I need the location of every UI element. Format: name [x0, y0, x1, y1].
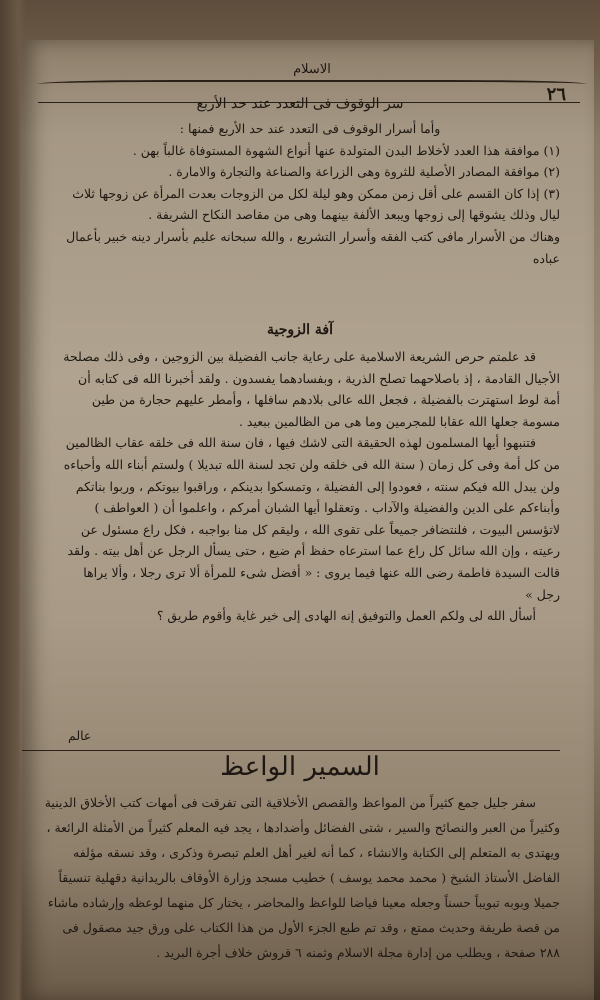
- advert-title: السمير الواعظ: [220, 752, 380, 782]
- paragraph-1: قد علمتم حرص الشريعة الاسلامية على رعاية جانب الفضيلة بين الزوجين ، وفى ذلك مصلحة الأجيال القادمة ، إذ باصلاحهما تصلح الذرية ، وبفسادهما يفسدون . ولقد أخبرنا الله فى كتابه أن أمة لوط استهترت بالفضيلة ، فجعل الله عالى بلادهم سافلها ، وأمطر عليهم حجارة من طين مسومة جعلها الله عقابا للمجرمين وما هى من الظالمين ببعيد .: [63, 349, 560, 429]
- closing-paragraph: وهناك من الأسرار مافى كتب الفقه وأسرار التشريع ، والله سبحانه عليم بأسرار دينه خبير بأعمال عباده: [66, 228, 560, 266]
- section-title-limit-four: سر الوقوف فى التعدد عند حد الأربع: [196, 96, 404, 112]
- paragraph-3: أسأل الله لى ولكم العمل والتوفيق إنه الهادى إلى خير غاية وأقوم طريق ؟: [156, 608, 536, 624]
- advert-body: [40, 790, 560, 965]
- list-item-3: (٣) إذا كان القسم على أقل زمن ممكن وهو ليلة لكل من الزوجات بعدت المرأة عن زوجها ثلاث ليال وذلك يشوقها إلى زوجها ويبعد الألفة بينهما وهى من مقاصد النكاح الشريفة .: [72, 185, 560, 223]
- paragraph-2: فتنبهوا أيها المسلمون لهذه الحقيقة التى لاشك فيها ، فان سنة الله فى خلقه عقاب الظالمين من كل أمة وفى كل زمان ( سنة الله فى خلقه ولن تجد لسنة الله تبديلا ) ولستم أبناء الله وأحباءه ولن يبدل الله فيكم سنته ، فعودوا إلى الفضيلة ، وتمسكوا بدينكم ، وراقبوا بيوتكم ، وربوا بناتكم وأبناءكم على الدين والفضيلة والآداب . وتعقلوا أيها الشبان أمركم ، واعلموا أن ( العواطف ) لاتؤسس البيوت ، فلنتضافر جميعاً على تقوى الله ، وليقم كل منا بواجبه ، فكل راع مسئول عن رعيته ، وإن الله سائل كل راع عما استرعاه حفظ أم ضيع ، حتى يسأل الرجل عن أهل بيته . ولقد قالت السيدة فاطمة رضى الله عنها فيما يروى : « أفضل شىء للمرأة ألا ترى رجلا ، وألا يراها رجل »: [63, 435, 560, 602]
- running-title: الاسلام: [293, 62, 331, 77]
- list-item-1: (١) موافقة هذا العدد لأخلاط البدن المتولدة عنها أنواع الشهوة المستوفاة غالباً بهن .: [132, 142, 560, 158]
- intro-line: وأما أسرار الوقوف فى التعدد عند حد الأربع فمنها :: [179, 121, 441, 136]
- header-rule-top: [38, 80, 586, 84]
- list-item-2: (٢) موافقة المصادر الأصلية للثروة وهى الزراعة والصناعة والتجارة والامارة .: [168, 164, 560, 180]
- author-signature: عالم: [68, 728, 92, 743]
- advert-paragraph: سفر جليل جمع كثيراً من المواعظ والقصص الأخلاقية التى تفرقت فى أمهات كتب الأخلاق الدينية وكثيراً من العبر والنصائح والسير ، شتى الفضائل وأضدادها ، يجد فيه المعلم كثيراً من الأمثلة الرائعة ، ويهتدى به المتعلم إلى الكتابة والانشاء ، كما أنه لغير أهل العلم تبصرة وذكرى ، وقد نسقه مؤلفه الفاضل الأستاذ الشيخ ( محمد محمد يوسف ) خطيب مسجد وزارة الأوقاف بالريدانية دقهلية تنسيقاً جميلا وبوبه تبويباً حسناً وجعله معينا فياضا للواعظ والمحاضر ، يختار كل منهما لوعظه وإرشاده ماشاء من قصة طريفة وحديث ممتع ، وقد تم طبع الجزء الأول من هذا الكتاب على ورق جيد مصقول فى ٢٨٨ صفحة ، ويطلب من إدارة مجلة الاسلام وثمنه ٦ قروش خلاف أجرة البريد .: [44, 795, 560, 960]
- section-title-marriage-blight: آفة الزوجية: [267, 322, 333, 338]
- section-divider: [22, 750, 560, 751]
- section-marriage-body: [60, 346, 560, 627]
- page-number: ٢٦: [546, 84, 566, 105]
- section-limit-four-body: [60, 118, 560, 269]
